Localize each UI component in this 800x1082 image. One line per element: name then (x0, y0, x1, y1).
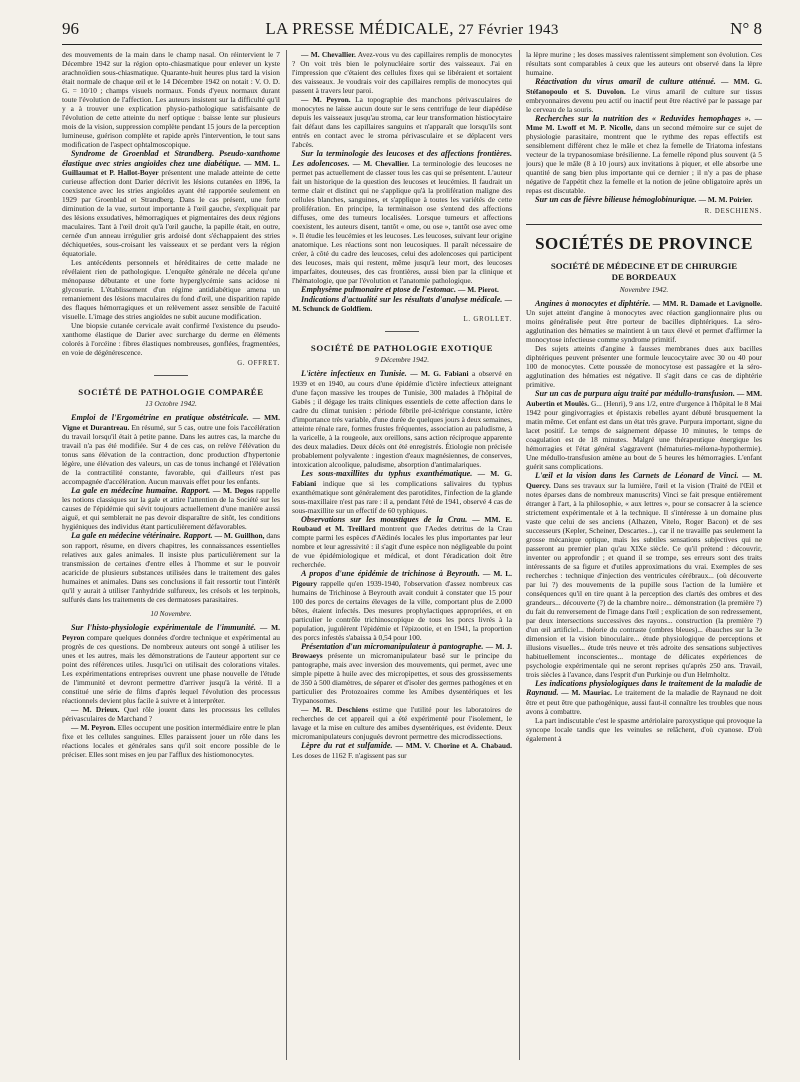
article (62, 149, 280, 258)
section-date: 10 Novembre. (150, 608, 192, 618)
article-authors: — Mme M. Lwoff et M. P. Nicolle, (526, 113, 762, 133)
article (62, 413, 280, 486)
divider (154, 375, 188, 376)
article-text: estime que l'utilité pour les laboratoires de recherches de cet appareil qui a été expérimenté pour l'isolement, le lavage et la mise en culture des amibes dysentériques, est évidente. Deux micromanipulateurs conjugués devront permettre des microdissections. (292, 705, 512, 742)
article (292, 515, 512, 570)
article-authors: — M. Chevallier. (301, 50, 356, 59)
article-authors: — M. Drieux. (71, 704, 120, 714)
article-authors: — M. Peyron. (301, 95, 351, 104)
article-title: Les indications physiologiques dans le traitement de la maladie de Raynaud. (526, 678, 762, 698)
article (62, 486, 280, 532)
article-authors: — MM. Aubertin et Moulès. (526, 389, 762, 408)
article-text: G... (Henri), 9 ans 1/2, entre d'urgence à l'hôpital le 8 Mai 1942 pour gingivorragies et épistaxis rebelles ayant débuté brusquement la matin même. Cet enfant est dans un état très grave. Purpura important, signe du lacet positif. Le temps de saignement dépasse 10 minutes, le temps de coagulation est de 18 minutes. Malgré une thérapeutique énergique les hémorragies et l'état général s'aggravent (hématuries-mélœna-hypothermie). Une médullo-transfusion amène au bout de 5 heures les hémorragies. L'enfant guérit sans complications. (526, 398, 762, 471)
article-text: Quel rôle jouent dans les processus les cellules périvasculaires de Marchand ? (62, 704, 280, 723)
article (292, 569, 512, 642)
section-title: SOCIÉTÉ DE PATHOLOGIE COMPARÉE (78, 387, 264, 398)
article-authors: — M. Schunck de Goldfiem. (292, 294, 512, 314)
article-text: présente un micromanipulateur basé sur le principe du pantographe, mais avec inversion des mouvements, qui permet, avec une simple pipette à huile avec des micropipettes, et sous des grossissements de 350 à 500 diamètres, de séparer et d'isoler des germes pathogènes et en particulier des Protozoaires comme les Amibes dysentériques et les Trypanosomes. (292, 651, 512, 706)
column-middle (292, 50, 512, 1075)
article (62, 723, 280, 759)
article-authors: — M. R. Deschiens (301, 705, 369, 715)
article (292, 50, 512, 95)
running-head (62, 18, 762, 40)
article (526, 77, 762, 114)
paragraph: Une biopsie cutanée cervicale avait confirmé l'existence du pseudo-xanthome élastique de Darier avec surcharge du derme en éléments colorés à l'orcéine : fibres élastiques nombreuses, gonflées, fragmentées, en voie de dégénérescence. (62, 321, 280, 358)
article-title: La gale en médecine vétérinaire. Rapport. (71, 531, 213, 541)
issue-date: 27 Février 1943 (458, 22, 559, 38)
article-authors: — M. Quercy. (526, 470, 762, 490)
article-text: compare quelques données d'ordre technique et expérimental au progrès de ces questions. De nombreux auteurs ont songé à utiliser les unes et les autres, mais les démonstrations de l'auteur apportent sur ce point des références utiles. Jusqu'ici on utilisait des colorations vitales. Les expérimentations entreprises ouvrent une phase nouvelle de l'étude de l'immunité et devront permettre d'arriver jusqu'à la vérité. Il a constitué une série de films d'après lequel l'évolution des processus réactionnels devient plus facile à suivre et à interpréter. (62, 632, 280, 705)
article (526, 471, 762, 679)
column-rule (286, 50, 287, 1060)
section-date: Novembre 1942. (619, 284, 669, 294)
article-authors: — M. G. Fabiani (410, 369, 469, 379)
paragraph: Les antécédents personnels et héréditaires de cette malade ne révélaient rien de pathologique. L'enquête générale ne décela qu'une ménopause débutante et une forte hyperglycémie sans acidose ni glycosurie. L'établissement d'un régime antidiabétique amena un remaniement des lésions maculaires du fond d'œil, une disparition rapide des flaques hémorragiques et un relèvement assez sensible de l'acuité visuelle. L'image des stries angioïdes ne subit aucune modification. (62, 258, 280, 322)
article (292, 741, 512, 760)
society-title: SOCIÉTÉ DE MÉDECINE ET DE CHIRURGIE DE BORDEAUX (550, 260, 738, 282)
article-title: Lèpre du rat et sulfamide. (301, 741, 393, 751)
article-title: Recherches sur la nutrition des « Reduvides hemophages ». (535, 113, 751, 123)
signature: G. OFFRET. (237, 360, 280, 368)
article-title: Les sous-maxillites du typhus exanthématique. (301, 468, 473, 478)
article-authors: — M. Pierot. (457, 285, 499, 295)
article-authors: — M. L. Pigoury (292, 569, 512, 588)
article-authors: — M. Guillhon, (214, 531, 265, 541)
article (526, 389, 762, 471)
article-authors: — M. M. Poirier. (698, 195, 753, 205)
column-left (62, 50, 280, 1075)
article (526, 299, 762, 345)
article (292, 642, 512, 706)
article-title: Sur la terminologie des leucoses et des affections frontières. Les adolencoses. (292, 149, 512, 168)
article-text: Le virus amaril de culture sur tissus embryonnaires devenu peu actif ou inactif peut être réactivé par le passage par le cerveau de la souris. (526, 86, 762, 114)
section-date: 13 Octobre 1942. (145, 399, 197, 409)
article-title: Indications d'actualité sur les résultats d'analyse médicale. (301, 294, 503, 304)
issue-number: N° 8 (730, 19, 762, 38)
divider (526, 224, 762, 225)
column-rule (519, 50, 520, 1060)
article-title: La gale en médecine humaine. Rapport. (71, 485, 211, 495)
article (292, 285, 512, 295)
article-authors: — M. Chevallier. (352, 158, 410, 168)
paragraph: Des sujets atteints d'angine à fausses membranes dues aux bacilles diphtériques peuvent présenter une formule leucocytaire avec 30 ou 40 pour 100 de monocytes. Cette poussée de monocytose est passagère et la séro-agglutination des hématies est négative. Il s'agit dans ce cas de diphtérie primitive. (526, 344, 762, 390)
article (292, 295, 512, 314)
article-text: Les doses de 1162 F. n'agissent pas sur (292, 750, 407, 760)
article-text: Le traitement de la maladie de Raynaud ne doit être et peut être que pathogénique, aussi faut-il connaître les troubles que nous avons à combattre. (526, 688, 762, 716)
column-right (526, 50, 762, 1075)
article-title: Sur un cas de purpura aigu traité par médullo-transfusion. (535, 389, 735, 399)
article-text: montrent que l'Aedes detritus de la Crau compte parmi les espèces d'Aëdinés locales les plus importantes par leur nombre et leur agressivité : il s'agit d'une espèce non négligeable du point de vue épidémiologique et médical, et dont l'éradication doit être recherchée. (292, 524, 512, 570)
divider (385, 331, 419, 332)
article-authors: — MM. Vigne et Durantreau. (62, 413, 280, 432)
article-title: Emphysème pulmonaire et ptose de l'estomac. (301, 285, 457, 295)
article-text: dans un second mémoire sur ce sujet de physiologie parasitaire, montrent que le rythme des repas effectifs est sensiblement différent chez le mâle et chez la femelle de Triatoma infestans vecteur de la trypanosomiase brésilienne. La femelle répond plus souvent (à 5 jours) que le mâle (8 à 10 jours) aux invitations à piquer, et elle absorbe une quantité de sang bien plus importante qui ce dernier ; il n'y a pas de phase négative de l'appétit chez la femelle et la notion de jeûne obligatoire après un repas est discutable. (526, 123, 762, 196)
article-text: La topographie des manchons périvasculaires de monocytes ne laisse aucun doute sur le sens centrifuge de leur diapédèse depuis les vaisseaux jusqu'au stroma, car leur transformation histiocytaire fait défaut dans les capillaires sanguins et n'apparaît que lorsqu'ils sont entrés en contact avec le stroma périvasculaire et se déplacent vers l'abcès. (292, 95, 512, 149)
article-text: indique que si les complications salivaires du typhus exanthématique sont généralement des parotidites, l'infection de la glande sous-maxillaire n'est pas rare : il a, pendant l'été de 1941, observé 4 cas de sous-maxillite sur un effectif de 60 typhiques. (292, 478, 512, 515)
article-text: rappelle les notions classiques sur la gale et attire l'attention de la Société sur les causes de l'épidémie qui sévit toujours actuellement d'une manière aussi aiguë, et qui semblerait ne pas devoir disparaître de sitôt, les conditions hygiéniques des individus étant particulièrement défavorables. (62, 485, 280, 532)
article-authors: — MM. R. Damade et Lavignolle. (652, 298, 762, 308)
article-text: présentent une malade atteinte de cette curieuse affection dont Darier décrivit les lésions cutanées en 1896, la coexistence avec les stries angioïdes ayant été rapportée seulement en 1929 par Groenblad et Strandberg. Dans le cas présent, une forte diminution de la vue, surtout importante à l'œil gauche, s'expliquait par des lésions exsudatives, hémorragiques et pigmentaires des deux régions maculaires. Tant à l'œil droit qu'à l'œil gauche, la papille était, en outre, cernée d'un anneau irrégulier gris ardoisé dont s'échappaient des stries déchiquetées, sous-croisant les vaisseaux et se perdant vers la région équatoriale. (62, 168, 280, 259)
article-authors: — MM. G. Stéfanopoulo et S. Duvolon. (526, 77, 762, 96)
page-number: 96 (62, 19, 79, 38)
article-title: Angines à monocytes et diphtérie. (535, 298, 651, 308)
article-text: En résumé, sur 5 cas, outre une fois l'accélération du travail lorsqu'il était à petite panne. Dans les autres cas, la marche du travail n'a pas été modifiée. Sur 4 de ces cas, on relève l'élévation du tonus sans élévation de la contraction, donc production d'hypertonie légère, une élévation des valeurs, un cas de tonus inchangé et l'élévation de la contractilité constante, favorable, qui d'ailleurs n'est pas accompagnée d'accélération. Aucun mauvais effet pour les enfants. (62, 422, 280, 486)
section-banner: SOCIÉTÉS DE PROVINCE (535, 233, 753, 253)
article-title: Réactivation du virus amaril de culture atténué. (535, 77, 716, 86)
article-text: Dans ses travaux sur la lumière, l'œil et la vision (Traité de l'Œil et notes éparses dans de nombreux manuscrits) Vinci se fait presque entièrement étranger à l'art, à la philosophie, « aux lettres », pour se consacrer à la science strictement expérimentale et à la technique. Il s'intéresse à un domaine plus vaste que celui de ses anciens (Alhazen, Vitelo, Roger Bacon) et de ses successeurs (Kepler, Scheiner, Descartes...), car il ne travaille pas seulement la grosse mécanique optique, mais les subtiles sensations subjectives qui ne passeront au premier plan qu'au XIXe siècle. Ce qu'il prétend : découvrir, inventer ou approfondir ; et quand il se trompe, ses erreurs sont des traits intéressants de sa figure et d'utiles approximations du vrai. Exemples de ses recherches : technique d'injection des ventricules cérébraux... (où découverte par lui ?) des mouvements de la pupille sous l'action de la lumière et conséquences qu'il en tire quant à la perception des clartés des ombres et des grandeurs... découverte (?) de la chambre noire... démonstration (la première ?) du fait du renversement de l'image dans l'œil ; explication de son redressement, par deux intersections successives des rayons... construction (la première ?) d'un œil artificiel... théorie du contraste (ombres bleues)... ébauches sur la 3e dimension et la vision binoculaire... étude physiologique de perceptions et illusions visuelles... étude très neuve et très adroite des sensations subjectives habituellement inconscientes... montage de délicates expériences de psychologie expérimentale qui ne seront reprises qu'après 250 ans. Travail, trois siècles à l'avance, dans l'esprit d'un Purkinje ou d'un Helmholtz. (526, 480, 762, 679)
article (526, 195, 762, 205)
article-title: L'œil et la vision dans les Carnets de Léonard de Vinci. (535, 470, 739, 480)
article (292, 705, 512, 741)
article-title: Emploi de l'Ergométrine en pratique obstétricale. (71, 413, 249, 423)
paragraph: La part indiscutable c'est le spasme artériolaire paroxystique qui provoque la syncope locale tandis que les veinules se relâchent, d'où cyanose. D'où également à (526, 715, 762, 743)
article-text: a observé en 1939 et en 1940, au cours d'une épidémie d'ictère infectieux atteignant d'une façon massive les troupes de Tunisie, 300 malades à l'hôpital de Gabès ; il dégage les traits cliniques essentiels de cette affection dans le cadre du climat tunisien : période fébrile pré-ictérique constante, ictère d'importance très variable, d'une durée de quelques jours à deux semaines, atteinte rénale rare, formes frustes fréquentes, association au paludisme, à la varicelle, à la rougeole, aux oreillons, sans action réciproque apparente des deux maladies. Deux décès ont été enregistrés. Étiologie non précisée probablement polyvalente : ingestion d'eaux magnésiennes, de conserves, intoxication alcoolique, paludisme, absorption d'antimalariques. (292, 369, 512, 469)
article (292, 469, 512, 515)
article (62, 623, 280, 705)
signature: R. DESCHIENS. (704, 207, 762, 215)
section-title: SOCIÉTÉ DE PATHOLOGIE EXOTIQUE (310, 343, 494, 354)
article (526, 114, 762, 196)
article (526, 679, 762, 716)
article-title: A propos d'une épidémie de trichinose à Beyrouth. (301, 569, 480, 579)
article-text: rappelle qu'en 1939-1940, l'observation d'assez nombreux cas humains de Trichinose à Beyrouth avait conduit à constater que 15 pour 100 des porcs de certains élevages de la ville, comportant plus de 2.000 bêtes, étaient infectés. Des mesures prophylactiques appropriées, et en particulier le contrôle trichinoscopique de tous les porcs livrés à la population, jugulèrent l'épidémie et l'épizootie, et en 1941, la proportion des porcs infestés s'abaissa à 0,54 pour 100. (292, 578, 512, 642)
article-text: Avez-vous vu des capillaires remplis de monocytes ? On voit très bien le polynucléaire sortir des vaisseaux. J'ai en l'impression que c'étaient des cellules fixes qui se libéraient et sortaient des vaisseaux. Je voudrais voir des capillaires remplis de monocytes qui passent à travers leur paroi. (292, 50, 512, 95)
article-text: dans son rapport, résume, en divers chapitres, les connaissances essentielles relatives aux gales animales. Il insiste plus particulièrement sur la transmission de certaines d'entre elles à l'homme et sur le pouvoir acaricide de plusieurs substances utilisées dans le traitement des gales humaines et animales. Dans ses conclusions il fait ressortir tout l'intérêt qu'il y aurait à utiliser l'anhydride sulfureux, les crésols et les terpinols, sulfurés dans les traitements de ces dermatoses parasitaires. (62, 531, 280, 604)
article-text: La terminologie des leucoses ne permet pas actuellement de classer tous les cas qui se présentent. L'auteur fait un historique de la question des leucoses et leucémies. Il faudrait un terme clair et distinct qui ne s'applique qu'à la prolifération maligne des cellules blanches, sanguines, et s'applique à toutes les variétés de cette prolifération. En principe, la terminaison ose s'entend des affections diffuses, ome des tumeurs localisées. Lorsque tumeurs et affections coexistent, les auteurs disent, tantôt « ome, ou ose », tantôt ose avec ome ». Il étudie les leucémies et les leucoses. Les leucoses, suivant leur origine anatomique. Les réactions sont non leucosiques. Il paraît nécessaire de créer, à côté du cadre des leucoses, celui des adolencoses qui participent des leucoses, mais qui restent, même jusqu'à leur mort, des leucoses imparfaites, douteuses, des cas frontières, aussi bien par la clinique et l'hématologie, que par l'évolution et l'anatomie pathologique. (292, 158, 512, 286)
article-authors: — MM. L. Guillaumat et P. Hallot-Boyer (62, 158, 280, 178)
article-authors: — M. Degos (212, 485, 254, 495)
journal-title: LA PRESSE MÉDICALE, 27 Février 1943 (265, 19, 559, 38)
article (292, 369, 512, 469)
article-authors: — MM. V. Chorine et A. Chabaud. (395, 741, 512, 751)
article (292, 95, 512, 149)
header-rule (62, 44, 762, 45)
article-title: Sur un cas de fièvre bilieuse hémoglobinurique. (535, 195, 697, 205)
article-authors: — M. Peyron. (71, 722, 116, 732)
article-authors: — M. Peyron (62, 622, 280, 642)
paragraph: la lèpre murine ; les doses massives ralentissent simplement son évolution. Ces résultats sont comparables à ceux que les auteurs ont observé dans la lèpre humaine. (526, 50, 762, 77)
article-title: L'ictère infectieux en Tunisie. (301, 369, 407, 379)
paragraph: des mouvements de la main dans le champ nasal. On réintervient le 7 Décembre 1942 sur la région opto-chiasmatique pour enlever un kyste arachnoïdien sous-chiasmatique. Quarante-huit heures plus tard la vision était normale de chaque œil et le 14 Décembre 1942 on notait : V. O. D. G. = 10/10 ; champs visuels normaux. Fonds d'yeux normaux durant toute l'évolution de l'affection. Les auteurs insistent sur la difficulté qu'il y a à trouver une explication physio-pathologique satisfaisante de l'évolution de cette atteinte du nerf optique : baisse lente sur plusieurs mois de la vision, suppression complète pendant 15 jours de la perception lumineuse, guérison complète et rapide après l'intervention, le tout sans modification de l'aspect ophtalmoscopique. (62, 50, 280, 149)
article-title: Sur l'histo-physiologie expérimentale de l'immunité. (71, 622, 256, 632)
article (62, 531, 280, 604)
article-authors: — MM. E. Roubaud et M. Treillard (292, 514, 512, 534)
article-text: Un sujet atteint d'angine à monocytes avec réaction ganglionnaire plus ou moins généralisée peut être porteur de bacilles diphtériques. La séro-agglutination des hématies se maintient à un taux élevé et permet d'affirmer la monocytose infectieuse comme syndrome primitif. (526, 308, 762, 345)
article-title: Présentation d'un micromanipulateur à pantographe. (301, 641, 484, 651)
article (292, 149, 512, 285)
article (62, 705, 280, 723)
article-authors: — M. J. Browaeys (292, 641, 512, 661)
article-authors: — M. Mauriac. (561, 688, 612, 698)
article-text: Elles occupent une position intermédiaire entre le plan fixe et les cellules sanguines. Elles paraissent jouer un rôle dans les réactions locales et générales sans qu'il soit encore possible de le préciser. Elles sont mises en jeu par l'afflux des histiomonocytes. (62, 722, 280, 759)
article-title: Syndrome de Groenblad et Strandberg. Pseudo-xanthome élastique avec stries angioïdes chez une diabétique. (62, 149, 280, 168)
section-date: 9 Décembre 1942. (374, 355, 430, 365)
article-title: Observations sur les moustiques de la Crau. (301, 514, 468, 524)
signature: L. GROLLET. (463, 316, 512, 324)
article-authors: — M. G. Fabiani (292, 468, 512, 488)
